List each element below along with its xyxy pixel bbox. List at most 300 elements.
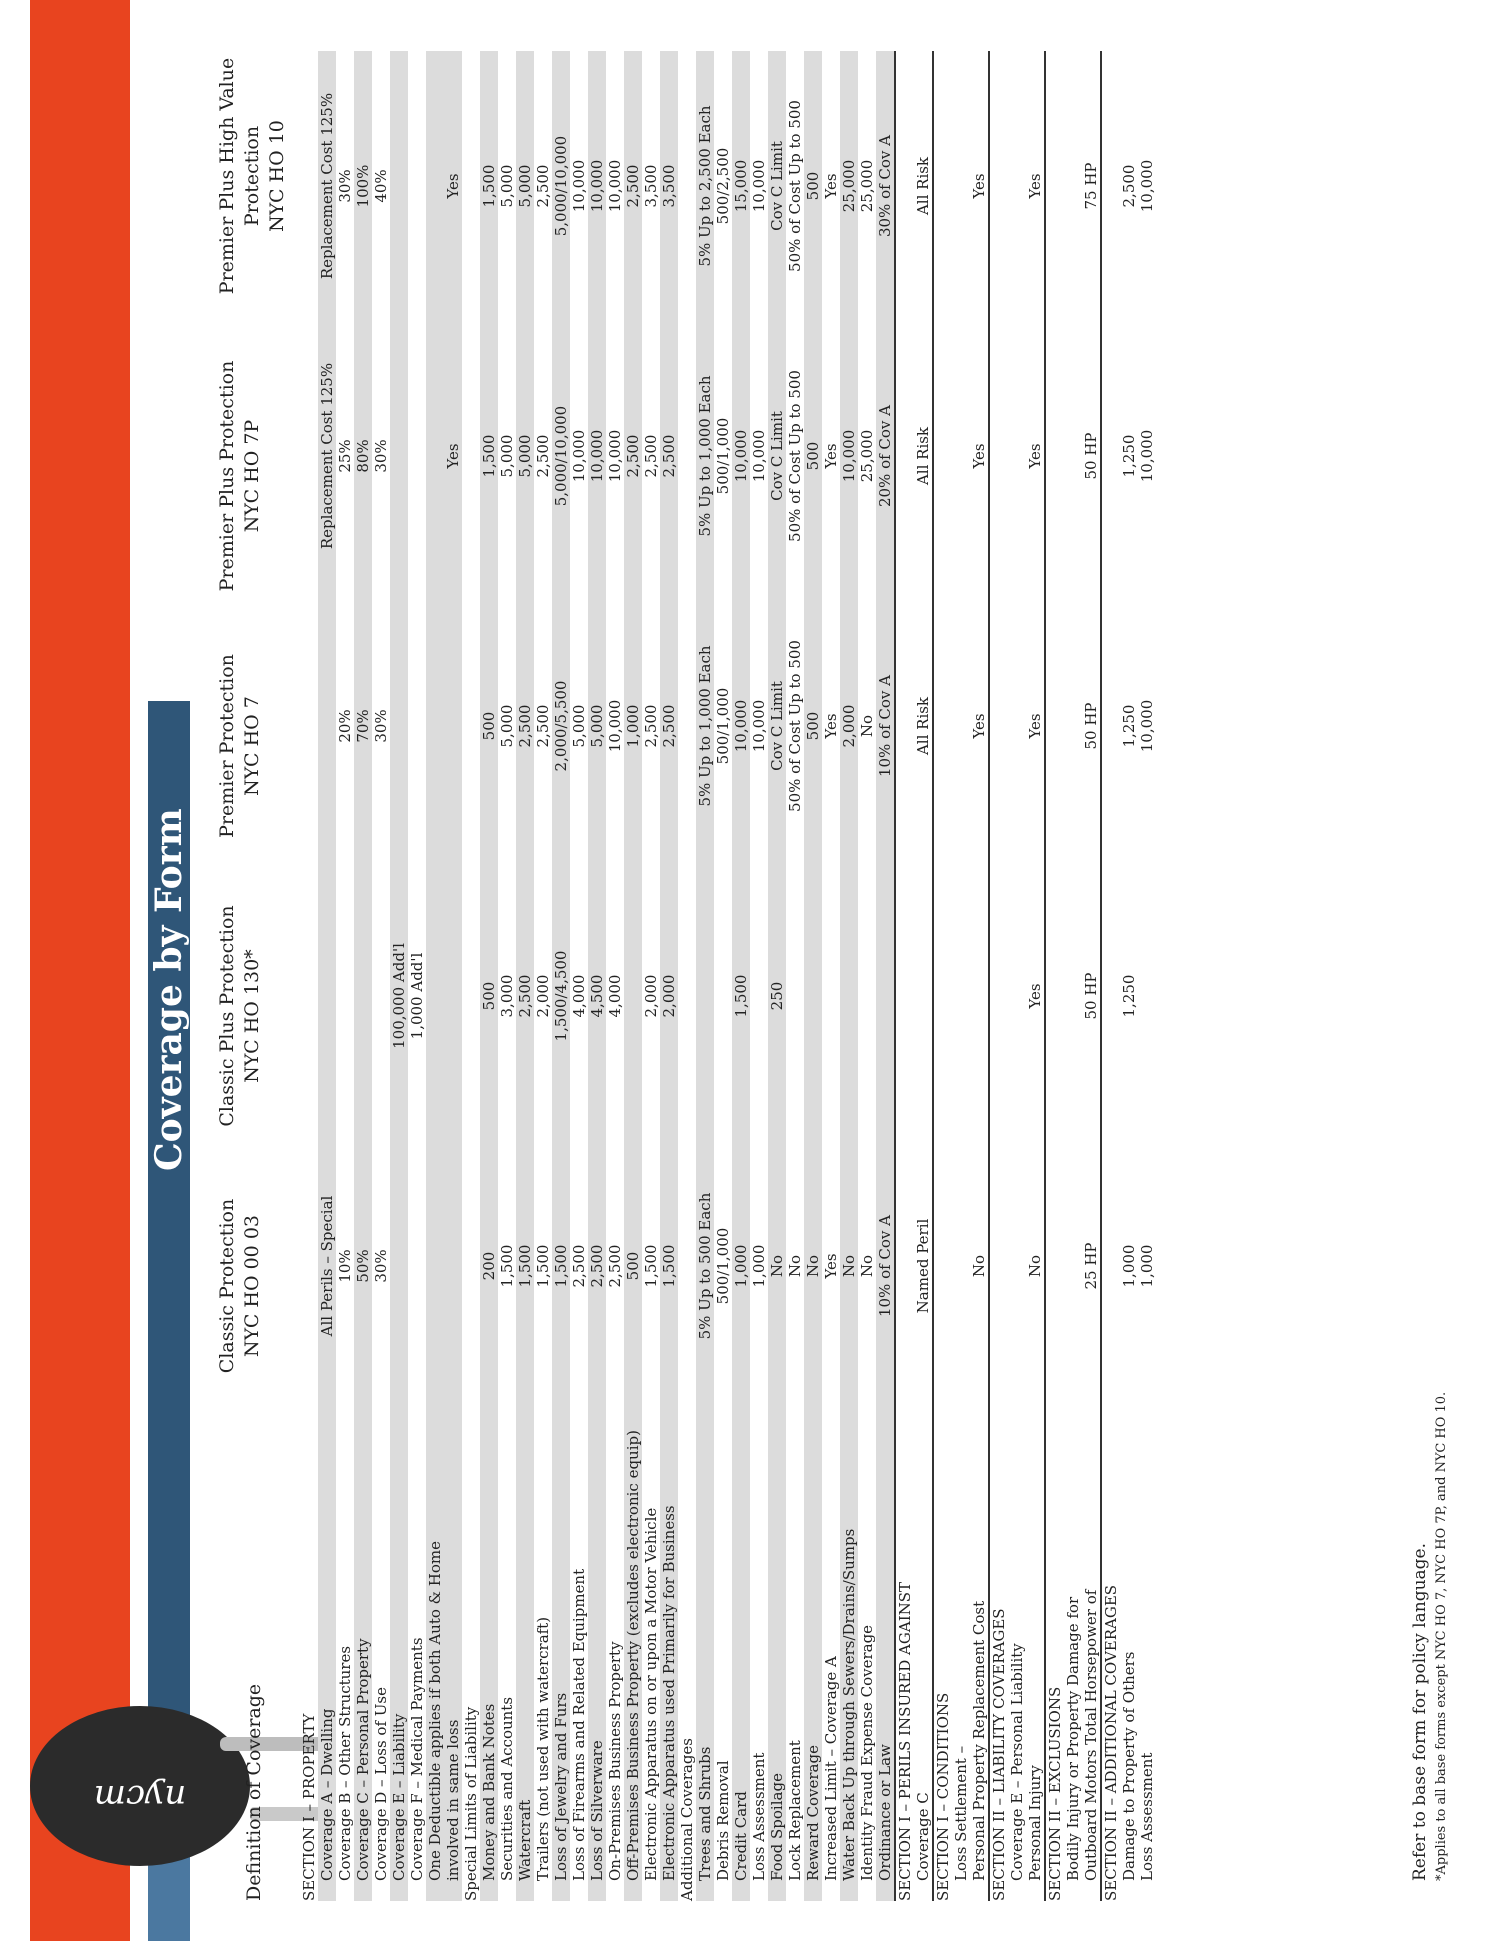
column-name: Classic Protection — [216, 1198, 238, 1374]
row-value: Yes — [970, 713, 988, 739]
row-value: 500/1,000 — [714, 1227, 732, 1305]
row-value: 10,000 — [750, 699, 768, 753]
row-value — [678, 591, 696, 861]
row-value: 2,500 — [570, 1244, 588, 1288]
row-value — [1045, 861, 1064, 1131]
row-value — [1064, 51, 1082, 321]
row-label: Coverage A – Dwelling — [318, 1401, 336, 1901]
row-value — [895, 1131, 914, 1401]
row-label: Coverage B – Other Structures — [336, 1645, 354, 1881]
row-value — [933, 591, 952, 861]
row-value — [678, 861, 696, 1131]
row-value: 1,500 — [552, 1131, 570, 1401]
row-value — [933, 321, 952, 591]
row-value: 1,500/4,500 — [552, 861, 570, 1131]
row-label: SECTION II – EXCLUSIONS — [1045, 1401, 1064, 1901]
row-label: Loss Assessment — [1138, 1752, 1156, 1881]
row-label: Coverage F – Medical Payments — [408, 1637, 426, 1881]
row-value: 3,000 — [498, 974, 516, 1018]
column-header-premier — [215, 611, 265, 881]
table-row — [1120, 51, 1138, 1901]
row-value — [895, 51, 914, 321]
row-value: Replacement Cost 125% — [318, 51, 336, 321]
row-label: Loss of Silverware — [588, 1401, 606, 1901]
row-label: One Deductible applies if both Auto & Home — [426, 1401, 444, 1901]
row-value: 10% — [336, 1249, 354, 1283]
row-value — [624, 861, 642, 1131]
row-value: All Perils – Special — [318, 1131, 336, 1401]
row-value: 500/1,000 — [714, 687, 732, 765]
row-value — [444, 861, 462, 1131]
row-label: Damage to Property of Others — [1120, 1651, 1138, 1881]
row-value — [462, 591, 480, 861]
table-row — [696, 51, 714, 1901]
row-value: 500 — [804, 51, 822, 321]
row-value: 1,250 — [1120, 434, 1138, 478]
column-form: NYC HO 7P — [241, 419, 263, 533]
row-value: 80% — [354, 321, 372, 591]
row-value — [786, 861, 804, 1131]
row-label: Increased Limit – Coverage A — [822, 1656, 840, 1881]
row-value: 500/2,500 — [714, 147, 732, 225]
row-value: 5,000/10,000 — [552, 51, 570, 321]
row-value — [408, 51, 426, 321]
row-value — [372, 861, 390, 1131]
column-form: NYC HO 10 — [266, 120, 288, 232]
row-value: 500 — [480, 591, 498, 861]
row-value — [678, 321, 696, 591]
row-value — [426, 51, 444, 321]
row-value — [989, 861, 1008, 1131]
row-value: 30% — [372, 439, 390, 473]
row-value — [895, 321, 914, 591]
red-accent-bar — [30, 0, 130, 1941]
row-value — [989, 591, 1008, 861]
row-value: 4,000 — [606, 974, 624, 1018]
row-label: Credit Card — [732, 1401, 750, 1901]
row-value: 25,000 — [858, 159, 876, 213]
row-value: No — [1026, 1254, 1044, 1278]
row-value: 1,500 — [642, 1244, 660, 1288]
column-header-classic — [215, 1151, 265, 1421]
table-row — [588, 51, 606, 1901]
row-value — [1064, 1131, 1082, 1401]
row-label: Electronic Apparatus used Primarily for Business — [660, 1401, 678, 1901]
table-row — [1101, 51, 1120, 1901]
row-value — [678, 51, 696, 321]
column-header-premier-plus-high-value — [215, 11, 290, 341]
table-row — [408, 51, 426, 1901]
row-value — [300, 591, 318, 861]
row-value: 500/1,000 — [714, 417, 732, 495]
row-value — [678, 1131, 696, 1401]
row-value — [989, 51, 1008, 321]
row-value: Cov C Limit — [768, 51, 786, 321]
column-header-classic-plus — [215, 881, 265, 1151]
row-value: 10,000 — [840, 321, 858, 591]
row-value: 2,000/5,500 — [552, 591, 570, 861]
row-value: No — [804, 1131, 822, 1401]
row-value — [426, 591, 444, 861]
row-value — [952, 1131, 970, 1401]
row-value: No — [858, 1254, 876, 1278]
row-value: Named Peril — [914, 1218, 932, 1314]
row-value: Yes — [444, 51, 462, 321]
table-row — [822, 51, 840, 1901]
row-value: No — [840, 1131, 858, 1401]
row-value: Yes — [822, 173, 840, 199]
row-value — [840, 861, 858, 1131]
row-value — [300, 861, 318, 1131]
row-label: Food Spoilage — [768, 1401, 786, 1901]
row-value — [933, 51, 952, 321]
row-value: 3,500 — [642, 164, 660, 208]
row-value — [1045, 51, 1064, 321]
row-value — [714, 861, 732, 1131]
row-label: Ordinance or Law — [876, 1401, 895, 1901]
row-label: Loss of Firearms and Related Equipment — [570, 1568, 588, 1881]
row-value: 10% of Cov A — [876, 1131, 895, 1401]
row-label: SECTION II – LIABILITY COVERAGES — [989, 1401, 1008, 1901]
row-value — [876, 861, 895, 1131]
table-row — [552, 51, 570, 1901]
row-value — [914, 861, 933, 1131]
table-row — [952, 51, 970, 1901]
row-value: 1,000 — [624, 591, 642, 861]
row-value — [462, 51, 480, 321]
row-value — [1064, 321, 1082, 591]
row-label: SECTION I – PROPERTY — [300, 1713, 318, 1901]
row-value: 50% of Cost Up to 500 — [786, 640, 804, 812]
row-value — [1008, 51, 1026, 321]
row-value: Yes — [970, 443, 988, 469]
table-row — [534, 51, 552, 1901]
column-header-premier-plus — [215, 341, 265, 611]
row-value: 1,000 Add'l — [408, 952, 426, 1040]
row-label: Loss Settlement – — [952, 1745, 970, 1881]
svg-text:nycm: nycm — [93, 1777, 187, 1817]
row-label: Loss Assessment — [750, 1752, 768, 1881]
row-value: 2,500 — [534, 164, 552, 208]
table-row — [895, 51, 914, 1901]
row-value: 5,000 — [516, 51, 534, 321]
row-value: 15,000 — [732, 51, 750, 321]
row-value — [318, 591, 336, 861]
table-row — [876, 51, 895, 1901]
row-value: 1,500 — [480, 321, 498, 591]
row-value: 1,500 — [534, 1244, 552, 1288]
row-value: 50% — [354, 1131, 372, 1401]
row-value: 4,000 — [570, 974, 588, 1018]
row-value — [1008, 861, 1026, 1131]
row-value: 2,500 — [624, 51, 642, 321]
row-label: SECTION I – PERILS INSURED AGAINST — [895, 1401, 914, 1901]
table-row — [1008, 51, 1026, 1901]
table-row — [390, 51, 408, 1901]
row-value: All Risk — [914, 156, 932, 216]
row-value: All Risk — [914, 426, 932, 486]
row-value: 5,000 — [498, 164, 516, 208]
row-value — [750, 861, 768, 1131]
table-row — [858, 51, 876, 1901]
table-row — [606, 51, 624, 1901]
row-value: 200 — [480, 1131, 498, 1401]
row-value: 2,500 — [642, 704, 660, 748]
table-row — [624, 51, 642, 1901]
row-label: SECTION I – CONDITIONS — [933, 1401, 952, 1901]
policy-language-note: Refer to base form for policy language. — [1410, 1542, 1430, 1881]
row-value: 5,000 — [588, 591, 606, 861]
table-row — [1045, 51, 1064, 1901]
row-value: 50 HP — [1082, 972, 1100, 1020]
row-value — [426, 1131, 444, 1401]
row-value — [462, 321, 480, 591]
row-label: Electronic Apparatus on or upon a Motor Vehicle — [642, 1507, 660, 1881]
row-value: Yes — [444, 321, 462, 591]
row-value — [426, 861, 444, 1131]
row-value — [390, 591, 408, 861]
row-label: Money and Bank Notes — [480, 1401, 498, 1901]
row-value: 2,500 — [660, 321, 678, 591]
row-value: 2,500 — [1120, 164, 1138, 208]
row-label: Personal Property Replacement Cost — [970, 1600, 988, 1881]
row-value: 2,500 — [642, 434, 660, 478]
row-value: No — [970, 1254, 988, 1278]
row-value: 70% — [354, 591, 372, 861]
row-value: Yes — [822, 713, 840, 739]
table-row — [570, 51, 588, 1901]
table-row — [444, 51, 462, 1901]
row-value: 5% Up to 1,000 Each — [696, 591, 714, 861]
row-value: 5% Up to 2,500 Each — [696, 51, 714, 321]
row-value: 75 HP — [1082, 162, 1100, 210]
row-label: involved in same loss — [444, 1401, 462, 1901]
row-value: 2,500 — [606, 1244, 624, 1288]
row-value: 1,500 — [516, 1131, 534, 1401]
table-row — [914, 51, 933, 1901]
row-value: 1,000 — [1120, 1244, 1138, 1288]
row-value — [970, 861, 989, 1131]
row-label: Off-Premises Business Property (excludes electronic equip) — [624, 1401, 642, 1901]
table-row — [970, 51, 989, 1901]
row-value: 50 HP — [1082, 432, 1100, 480]
row-value: 500 — [804, 591, 822, 861]
row-value: 25,000 — [858, 429, 876, 483]
row-value — [822, 861, 840, 1131]
row-value: 2,500 — [588, 1131, 606, 1401]
row-value — [1101, 591, 1120, 861]
table-row — [300, 51, 318, 1901]
row-value — [300, 1131, 318, 1401]
row-value — [354, 861, 372, 1131]
row-value: Yes — [1026, 713, 1044, 739]
row-label: Additional Coverages — [678, 1737, 696, 1901]
row-value — [408, 591, 426, 861]
row-value — [1008, 591, 1026, 861]
row-value — [1008, 321, 1026, 591]
row-value: 10,000 — [588, 51, 606, 321]
row-value — [989, 1131, 1008, 1401]
row-label: SECTION II – ADDITIONAL COVERAGES — [1101, 1401, 1120, 1901]
row-value: 2,000 — [840, 591, 858, 861]
row-value: 500 — [804, 321, 822, 591]
row-value: 10,000 — [732, 321, 750, 591]
row-value: 10,000 — [570, 429, 588, 483]
row-value: 10,000 — [1138, 429, 1156, 483]
row-value: 1,000 — [750, 1244, 768, 1288]
row-label: Outboard Motors Total Horsepower of — [1082, 1589, 1100, 1881]
table-row — [786, 51, 804, 1901]
row-value: 5,000 — [498, 704, 516, 748]
table-row — [768, 51, 786, 1901]
row-value — [1064, 861, 1082, 1131]
row-label: Trees and Shrubs — [696, 1401, 714, 1901]
row-value: Replacement Cost 125% — [318, 321, 336, 591]
row-value: 1,000 — [732, 1131, 750, 1401]
row-value — [989, 321, 1008, 591]
row-value — [1101, 861, 1120, 1131]
row-label: Coverage C – Personal Property — [354, 1401, 372, 1901]
row-value: 2,000 — [660, 861, 678, 1131]
row-label: Loss of Jewelry and Furs — [552, 1401, 570, 1901]
row-value: 10,000 — [570, 159, 588, 213]
row-label: Coverage E – Liability — [390, 1401, 408, 1901]
row-value: 20% — [336, 709, 354, 743]
table-row — [1026, 51, 1045, 1901]
table-row — [354, 51, 372, 1901]
column-form: NYC HO 00 03 — [241, 1215, 263, 1357]
row-value — [1045, 1131, 1064, 1401]
row-label: Lock Replacement — [786, 1740, 804, 1881]
row-value: 2,500 — [534, 434, 552, 478]
row-value: 10% of Cov A — [876, 591, 895, 861]
row-value — [804, 861, 822, 1131]
row-value — [1045, 321, 1064, 591]
row-value — [390, 51, 408, 321]
row-label: Bodily Injury or Property Damage for — [1064, 1596, 1082, 1881]
row-label: Securities and Accounts — [498, 1696, 516, 1881]
row-value — [1008, 1131, 1026, 1401]
row-value — [444, 591, 462, 861]
row-value: 30% — [372, 709, 390, 743]
row-value: 100% — [354, 51, 372, 321]
row-label: Trailers (not used with watercraft) — [534, 1616, 552, 1881]
row-value: Yes — [822, 1253, 840, 1279]
table-row — [642, 51, 660, 1901]
row-value — [426, 321, 444, 591]
table-row — [480, 51, 498, 1901]
row-value — [895, 591, 914, 861]
row-value: 1,500 — [480, 51, 498, 321]
row-value: 1,500 — [498, 1244, 516, 1288]
row-value — [858, 861, 876, 1131]
row-value: 100,000 Add'l — [390, 861, 408, 1131]
row-value: 40% — [372, 169, 390, 203]
table-row — [318, 51, 336, 1901]
row-value — [1138, 861, 1156, 1131]
row-value — [696, 861, 714, 1131]
row-value: 50% of Cost Up to 500 — [786, 370, 804, 542]
row-label: Coverage E – Personal Liability — [1008, 1643, 1026, 1881]
row-value: 2,000 — [642, 974, 660, 1018]
row-value — [933, 1131, 952, 1401]
row-value: Yes — [1026, 173, 1044, 199]
row-value: 2,500 — [516, 591, 534, 861]
definition-of-coverage-header: Definition of Coverage — [243, 1683, 265, 1901]
row-value: Yes — [822, 443, 840, 469]
row-value: 4,500 — [588, 861, 606, 1131]
row-label: Coverage D – Loss of Use — [372, 1686, 390, 1881]
row-value: 5,000 — [498, 434, 516, 478]
row-value: 1,500 — [732, 861, 750, 1131]
table-row — [732, 51, 750, 1901]
row-value — [300, 321, 318, 591]
row-value: 20% of Cov A — [876, 321, 895, 591]
row-label: Special Limits of Liability — [462, 1706, 480, 1901]
table-row — [516, 51, 534, 1901]
row-label: Coverage C — [914, 1792, 932, 1881]
row-value: 2,500 — [534, 704, 552, 748]
row-value: 5% Up to 500 Each — [696, 1131, 714, 1401]
row-value: 50% of Cost Up to 500 — [786, 100, 804, 272]
page-title: Coverage by Form — [148, 808, 190, 1171]
row-value: No — [768, 1131, 786, 1401]
row-value — [895, 861, 914, 1131]
table-row — [989, 51, 1008, 1901]
row-value — [318, 861, 336, 1131]
row-value: 1,500 — [660, 1131, 678, 1401]
row-value — [952, 51, 970, 321]
table-row — [840, 51, 858, 1901]
row-value: Yes — [1026, 443, 1044, 469]
row-value — [952, 861, 970, 1131]
row-value: 50 HP — [1082, 702, 1100, 750]
row-value: 2,500 — [516, 861, 534, 1131]
row-value: All Risk — [914, 696, 932, 756]
row-value — [1045, 591, 1064, 861]
row-value: 500 — [624, 1131, 642, 1401]
row-value: Yes — [1026, 983, 1044, 1009]
table-row — [750, 51, 768, 1901]
coverage-table — [300, 51, 1156, 1901]
row-value: 1,250 — [1120, 974, 1138, 1018]
row-value — [300, 51, 318, 321]
row-value — [933, 861, 952, 1131]
row-value: Cov C Limit — [768, 321, 786, 591]
row-value — [408, 321, 426, 591]
table-row — [498, 51, 516, 1901]
row-label: Watercraft — [516, 1401, 534, 1901]
row-value — [952, 591, 970, 861]
row-value — [462, 861, 480, 1131]
row-value — [1101, 1131, 1120, 1401]
row-value — [1064, 591, 1082, 861]
row-value: 2,500 — [660, 591, 678, 861]
row-value: 30% — [336, 169, 354, 203]
column-form: NYC HO 130* — [241, 949, 263, 1083]
table-row — [426, 51, 444, 1901]
row-value: 1,250 — [1120, 704, 1138, 748]
row-value — [336, 861, 354, 1131]
row-value: 2,000 — [534, 974, 552, 1018]
column-name: Premier Protection — [216, 654, 238, 838]
row-value: 5,000 — [570, 704, 588, 748]
table-row — [336, 51, 354, 1901]
row-value: 25 HP — [1082, 1242, 1100, 1290]
column-name: Premier Plus Protection — [216, 360, 238, 592]
table-row — [372, 51, 390, 1901]
column-headers — [215, 0, 295, 1941]
